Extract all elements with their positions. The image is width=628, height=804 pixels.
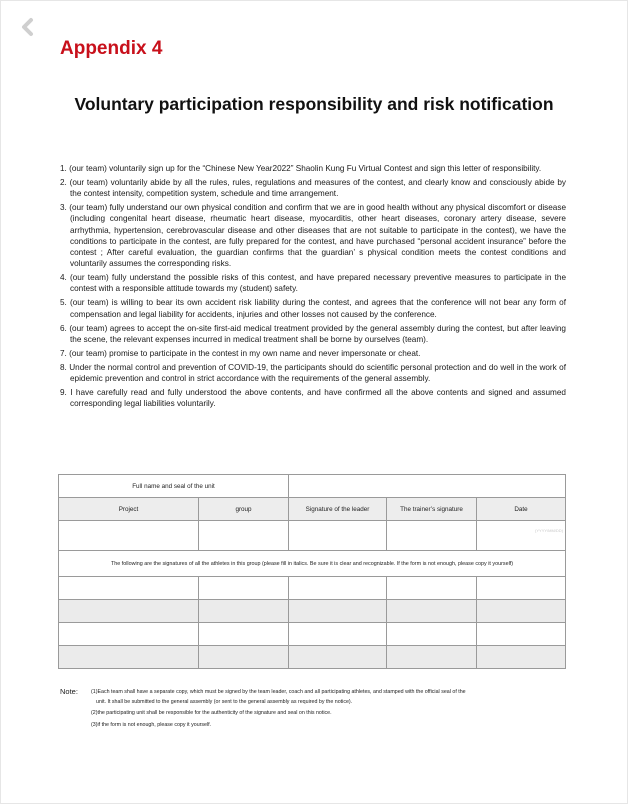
athlete-cell[interactable] — [477, 646, 566, 669]
term-item: 7. (our team) promise to participate in the contest in my own name and never impersonate or cheat. — [60, 348, 421, 358]
header-date: Date — [477, 498, 566, 521]
note-line: (1)Each team shall have a separate copy, which must be signed by the team leader, coach and all participating athletes, and stamped with the official seal of the — [91, 689, 466, 695]
term-item: 2. (our team) voluntarily abide by all the rules, rules, regulations and measures of the contest, and clearly know and consciously abide by the contest intensity, competition system, schedule and time arrangement. — [60, 178, 566, 199]
athlete-row — [59, 577, 566, 600]
athletes-note: The following are the signatures of all the athletes in this group (please fill in italics. Be sure it is clear and recognizable. If the form is not enough, please copy it yourself) — [59, 551, 566, 577]
athlete-cell[interactable] — [59, 646, 199, 669]
athlete-row — [59, 623, 566, 646]
project-field[interactable] — [59, 521, 199, 551]
athlete-cell[interactable] — [477, 577, 566, 600]
athlete-cell[interactable] — [59, 577, 199, 600]
terms-list — [60, 163, 566, 412]
signature-form — [58, 474, 566, 669]
athlete-row — [59, 600, 566, 623]
athlete-cell[interactable] — [59, 623, 199, 646]
athlete-cell[interactable] — [387, 646, 477, 669]
document-title: Voluntary participation responsibility and risk notification — [74, 94, 554, 114]
athlete-cell[interactable] — [387, 577, 477, 600]
athlete-cell[interactable] — [199, 623, 289, 646]
header-row — [59, 498, 566, 521]
athlete-cell[interactable] — [477, 623, 566, 646]
athlete-cell[interactable] — [199, 600, 289, 623]
athlete-cell[interactable] — [289, 623, 387, 646]
term-item: 4. (our team) fully understand the possible risks of this contest, and have prepared necessary preventive measures to participate in the contest with a responsible attitude towards my (student) safety. — [60, 273, 566, 294]
header-group: group — [199, 498, 289, 521]
group-field[interactable] — [199, 521, 289, 551]
term-item: 6. (our team) agrees to accept the on-site first-aid medical treatment provided by the general assembly during the contest, but after leaving the scene, the relevant expenses incurred in medical treatment shall be borne by ourselves (team). — [60, 323, 566, 344]
term-item: 1. (our team) voluntarily sign up for the “Chinese New Year2022” Shaolin Kung Fu Virtual Contest and sign this letter of responsibility. — [60, 164, 542, 173]
term-item: 5. (our team) is willing to bear its own accident risk liability during the contest, and agrees that the conference will not bear any form of compensation and legal liability for accidents, injuries and other losses not caused by the conference. — [60, 298, 566, 319]
term-item: 8. Under the normal control and prevention of COVID-19, the participants should do scientific personal protection and do well in the work of epidemic prevention and control in strict accordance with the requirements of the general assembly. — [60, 362, 566, 384]
entry-row — [59, 521, 566, 551]
chevron-left-icon[interactable] — [18, 16, 40, 38]
trainer-signature-field[interactable] — [387, 521, 477, 551]
athlete-row — [59, 646, 566, 669]
appendix-label: Appendix 4 — [60, 38, 163, 59]
note-line: unit. It shall be submitted to the general assembly (or sent to the general assembly as required by the notice). — [96, 699, 353, 705]
athlete-cell[interactable] — [289, 577, 387, 600]
unit-name-field[interactable] — [289, 475, 566, 498]
note-label: Note: — [60, 687, 78, 696]
note-line: (2)the participating unit shall be responsible for the authenticity of the signature and seal on this notice. — [91, 710, 332, 716]
header-leader-signature: Signature of the leader — [289, 498, 387, 521]
leader-signature-field[interactable] — [289, 521, 387, 551]
athlete-cell[interactable] — [387, 600, 477, 623]
athlete-cell[interactable] — [387, 623, 477, 646]
note-line: (3)if the form is not enough, please copy it yourself. — [91, 722, 212, 728]
note-lines — [91, 686, 565, 731]
header-trainer-signature: The trainer’s signature — [387, 498, 477, 521]
athlete-cell[interactable] — [199, 646, 289, 669]
header-project: Project — [59, 498, 199, 521]
date-field[interactable]: (YYYY/MM/DD) — [477, 521, 566, 551]
term-item: 9. I have carefully read and fully understood the above contents, and have confirmed all the above contents and signed and assumed corresponding legal liabilities voluntarily. — [60, 388, 566, 409]
term-item: 3. (our team) fully understand our own physical condition and confirm that we are in good health without any physical discomfort or disease (including congenital heart disease, rheumatic heart disease, myocarditis, other heart diseases, coronary artery disease, severe arrhythmia, hypertension, cerebrovascular disease and other diseases that are not suitable to participate in the contest), we have the conditions to participate in the contest, are fully prepared for the contest, and have purchased “personal accident insurance” before the contest ; After careful evaluation, the guardian confirms that the guardian’ s physical condition meets the contest conditions and voluntarily assumes the corresponding risks. — [60, 203, 566, 269]
athlete-cell[interactable] — [59, 600, 199, 623]
athlete-cell[interactable] — [477, 600, 566, 623]
unit-name-label: Full name and seal of the unit — [59, 475, 289, 498]
athlete-cell[interactable] — [289, 646, 387, 669]
athlete-cell[interactable] — [289, 600, 387, 623]
athlete-cell[interactable] — [199, 577, 289, 600]
